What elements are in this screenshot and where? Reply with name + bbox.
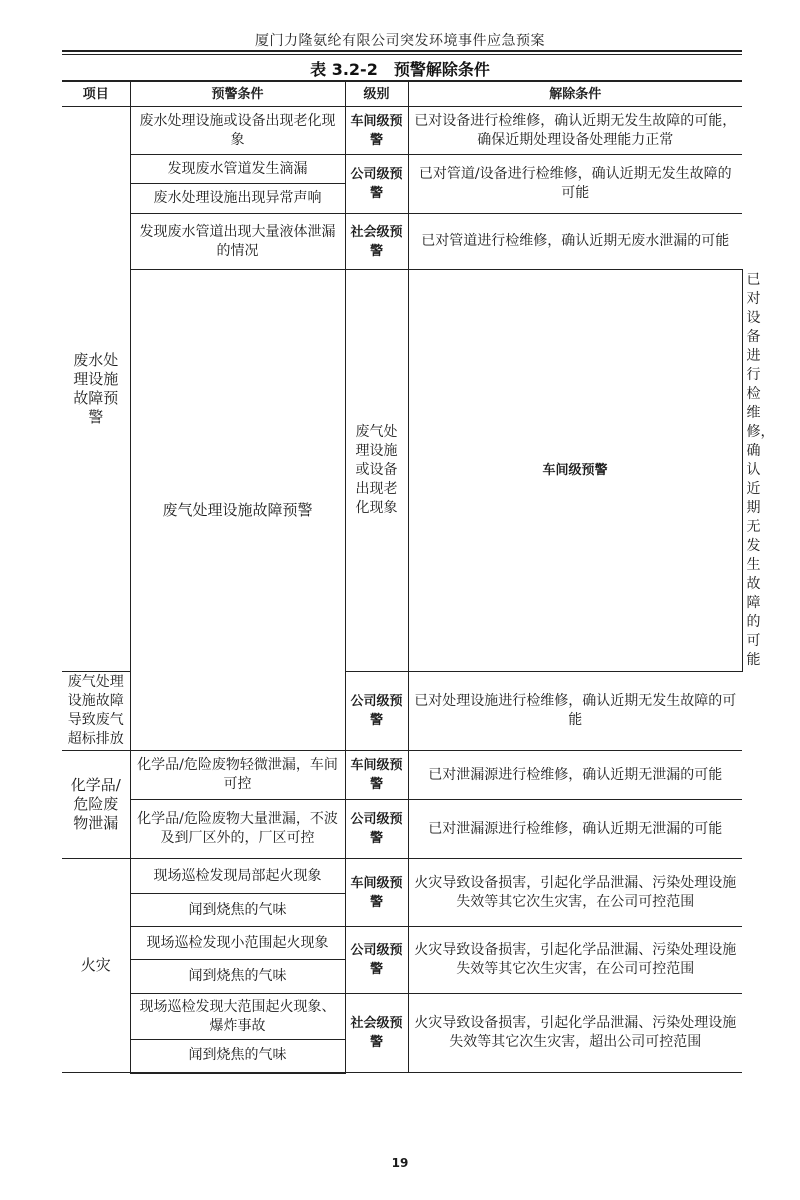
table-header-row: [62, 81, 742, 107]
category-cell: 火灾: [62, 859, 130, 1073]
condition-cell: 发现废水管道出现大量液体泄漏的情况: [130, 214, 345, 270]
table-row: [62, 751, 742, 800]
release-cell: 已对设备进行检维修，确认近期无发生故障的可能，确保近期处理设备处理能力正常: [408, 107, 742, 155]
level-cell: 车间级预警: [345, 859, 408, 927]
level-cell: 社会级预警: [345, 214, 408, 270]
release-cell: 已对泄漏源进行检维修，确认近期无泄漏的可能: [408, 751, 742, 800]
level-cell: 社会级预警: [345, 994, 408, 1073]
condition-cell: 化学品/危险废物轻微泄漏，车间可控: [130, 751, 345, 800]
warning-release-table: [62, 80, 775, 1074]
condition-cell: 废气处理设施故障导致废气超标排放: [62, 672, 130, 751]
condition-cell: 废气处理设施或设备出现老化现象: [345, 270, 408, 672]
condition-cell: 闻到烧焦的气味: [130, 960, 345, 994]
condition-cell: 现场巡检发现小范围起火现象: [130, 927, 345, 960]
page-number: 19: [391, 1156, 409, 1170]
level-cell: 公司级预警: [345, 800, 408, 859]
running-header: 厦门力隆氨纶有限公司突发环境事件应急预案: [255, 33, 545, 49]
release-cell: 火灾导致设备损害，引起化学品泄漏、污染处理设施失效等其它次生灾害，超出公司可控范围: [408, 994, 742, 1073]
category-cell: 废气处理设施故障预警: [130, 270, 345, 751]
level-cell: 公司级预警: [345, 155, 408, 214]
level-cell: 车间级预警: [408, 270, 742, 672]
release-cell: 已对处理设施进行检维修，确认近期无发生故障的可能: [408, 672, 742, 751]
table-title: 表 3.2-2 预警解除条件: [310, 60, 490, 79]
column-header-item: 项目: [62, 81, 130, 107]
condition-cell: 发现废水管道发生滴漏: [130, 155, 345, 184]
condition-cell: 废水处理设施或设备出现老化现象: [130, 107, 345, 155]
column-header-level: 级别: [345, 81, 408, 107]
release-cell: 已对泄漏源进行检维修，确认近期无泄漏的可能: [408, 800, 742, 859]
release-cell: 火灾导致设备损害，引起化学品泄漏、污染处理设施失效等其它次生灾害，在公司可控范围: [408, 927, 742, 994]
condition-cell: 闻到烧焦的气味: [130, 894, 345, 927]
release-cell: 已对管道进行检维修，确认近期无废水泄漏的可能: [408, 214, 742, 270]
table-row: [62, 800, 742, 859]
column-header-release: 解除条件: [408, 81, 742, 107]
table-row: [62, 927, 742, 960]
level-cell: 公司级预警: [345, 927, 408, 994]
release-cell: 已对管道/设备进行检维修，确认近期无发生故障的可能: [408, 155, 742, 214]
column-header-condition: 预警条件: [130, 81, 345, 107]
table-row: [62, 107, 742, 155]
condition-cell: 化学品/危险废物大量泄漏，不波及到厂区外的，厂区可控: [130, 800, 345, 859]
level-cell: 车间级预警: [345, 751, 408, 800]
table-row: [62, 214, 742, 270]
table-row: 废气处理设施故障预警 废气处理设施或设备出现老化现象 车间级预警 已对设备进行检维修，确认近期无发生故障的可能: [62, 270, 742, 672]
condition-cell: 现场巡检发现大范围起火现象、爆炸事故: [130, 994, 345, 1040]
category-cell: 废水处理设施 故障预 警: [62, 107, 130, 672]
header-rule-thick: [62, 50, 742, 52]
condition-cell: 现场巡检发现局部起火现象: [130, 859, 345, 894]
level-cell: 车间级预警: [345, 107, 408, 155]
condition-cell: 闻到烧焦的气味: [130, 1040, 345, 1073]
condition-cell: 废水处理设施出现异常声响: [130, 184, 345, 214]
category-cell: 化学品/危险废物泄漏: [62, 751, 130, 859]
table-row: [62, 994, 742, 1040]
table-row: [62, 155, 742, 184]
release-cell: 火灾导致设备损害，引起化学品泄漏、污染处理设施失效等其它次生灾害，在公司可控范围: [408, 859, 742, 927]
header-rule-thin: [62, 54, 742, 55]
level-cell: 公司级预警: [345, 672, 408, 751]
table-row: [62, 859, 742, 894]
